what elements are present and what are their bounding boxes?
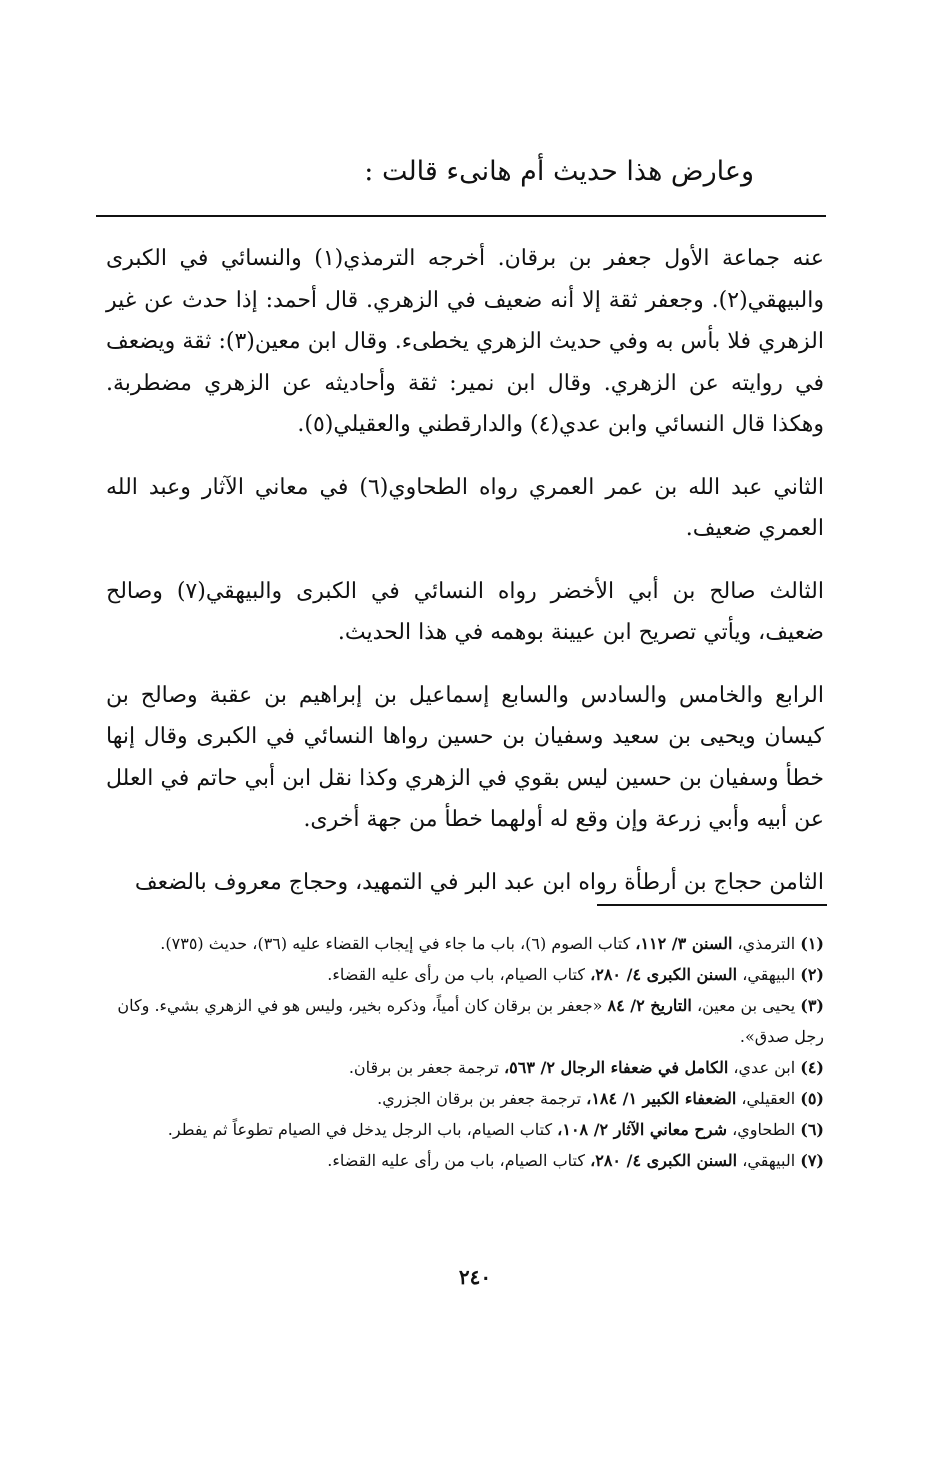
footnote-source: السنن الكبرى ٤/ ٢٨٠،: [590, 965, 738, 984]
footnote-rest: كتاب الصيام، باب من رأى عليه القضاء.: [327, 965, 585, 984]
footnote-source: السنن ٣/ ١١٢،: [635, 934, 733, 953]
paragraph-5: الثامن حجاج بن أرطأة رواه ابن عبد البر في التمهيد، وحجاج معروف بالضعف: [134, 869, 824, 895]
page-number: ٢٤٠: [458, 1265, 492, 1289]
footnote-number: (٢): [800, 965, 824, 984]
footnote-source: التاريخ ٢/ ٨٤: [607, 996, 692, 1015]
footnote-source: السنن الكبرى ٤/ ٢٨٠،: [590, 1151, 738, 1170]
footnote-rest: كتاب الصوم (٦)، باب ما جاء في إيجاب القضاء عليه (٣٦)، حديث (٧٣٥).: [160, 934, 631, 953]
footnote-1: [106, 928, 824, 959]
paragraph-4: الرابع والخامس والسادس والسابع إسماعيل بن إبراهيم بن عقبة وصالح بن كيسان ويحيى بن سعيد وسفيان بن حسين رواها النسائي في الكبرى وقال إنها خطأ وسفيان بن حسين ليس بقوي في الزهري وكذا نقل ابن أبي حاتم في العلل عن أبيه وأبي زرعة وإن وقع له أولهما خطأ من جهة أخرى.: [106, 682, 824, 832]
footnote-2: [106, 959, 824, 990]
footnote-source: الضعفاء الكبير ١/ ١٨٤،: [586, 1089, 737, 1108]
footnote-3: [106, 990, 824, 1052]
footnote-rest: ترجمة جعفر بن برقان.: [348, 1058, 499, 1077]
footnote-number: (٥): [800, 1089, 824, 1108]
footnote-author: البيهقي،: [742, 1151, 796, 1170]
footnote-source: الكامل في ضعفاء الرجال ٢/ ٥٦٣،: [503, 1058, 729, 1077]
footnote-rest: «جعفر بن برقان كان أمياً، وذكره بخير، وليس هو في الزهري بشيء. وكان رجل صدق».: [117, 996, 824, 1046]
footnote-author: البيهقي،: [742, 965, 796, 984]
footnote-4: [106, 1052, 824, 1083]
footnote-7: [106, 1145, 824, 1176]
footnote-author: ابن عدي،: [733, 1058, 796, 1077]
footnote-5: [106, 1083, 824, 1114]
footnote-number: (٧): [800, 1151, 824, 1170]
footnote-number: (٣): [800, 996, 824, 1015]
footnote-number: (١): [800, 934, 824, 953]
main-text: [106, 238, 824, 924]
footnote-source: شرح معاني الآثار ٢/ ١٠٨،: [557, 1120, 727, 1139]
footnote-number: (٦): [800, 1120, 824, 1139]
paragraph-1: عنه جماعة الأول جعفر بن برقان. أخرجه الترمذي(١) والنسائي في الكبرى والبيهقي(٢). وجعفر ثقة إلا أنه ضعيف في الزهري. قال أحمد: إذا حدث عن غير الزهري فلا بأس به وفي حديث الزهري يخطىء. وقال ابن معين(٣): ثقة ويضعف في روايته عن الزهري. وقال ابن نمير: ثقة وأحاديثه عن الزهري مضطربة. وهكذا قال النسائي وابن عدي(٤) والدارقطني والعقيلي(٥).: [106, 246, 824, 437]
footnote-author: يحيى بن معين،: [696, 996, 796, 1015]
footnote-rest: كتاب الصيام، باب الرجل يدخل في الصيام تطوعاً ثم يفطر.: [167, 1120, 553, 1139]
footnote-rest: كتاب الصيام، باب من رأى عليه القضاء.: [327, 1151, 585, 1170]
header-rule: [96, 215, 826, 217]
footnote-rest: ترجمة جعفر بن برقان الجزري.: [377, 1089, 582, 1108]
footnote-6: [106, 1114, 824, 1145]
footnote-author: الطحاوي،: [732, 1120, 796, 1139]
footnotes: [106, 928, 824, 1176]
paragraph-3: الثالث صالح بن أبي الأخضر رواه النسائي في الكبرى والبيهقي(٧) وصالح ضعيف، ويأتي تصريح ابن عيينة بوهمه في هذا الحديث.: [106, 578, 824, 645]
paragraph-2: الثاني عبد الله بن عمر العمري رواه الطحاوي(٦) في معاني الآثار وعبد الله العمري ضعيف.: [106, 474, 825, 541]
footnote-number: (٤): [800, 1058, 824, 1077]
footnote-separator: [597, 904, 827, 906]
footnote-author: العقيلي،: [741, 1089, 796, 1108]
section-heading: وعارض هذا حديث أم هانىء قالت :: [364, 156, 754, 187]
footnote-author: الترمذي،: [737, 934, 796, 953]
